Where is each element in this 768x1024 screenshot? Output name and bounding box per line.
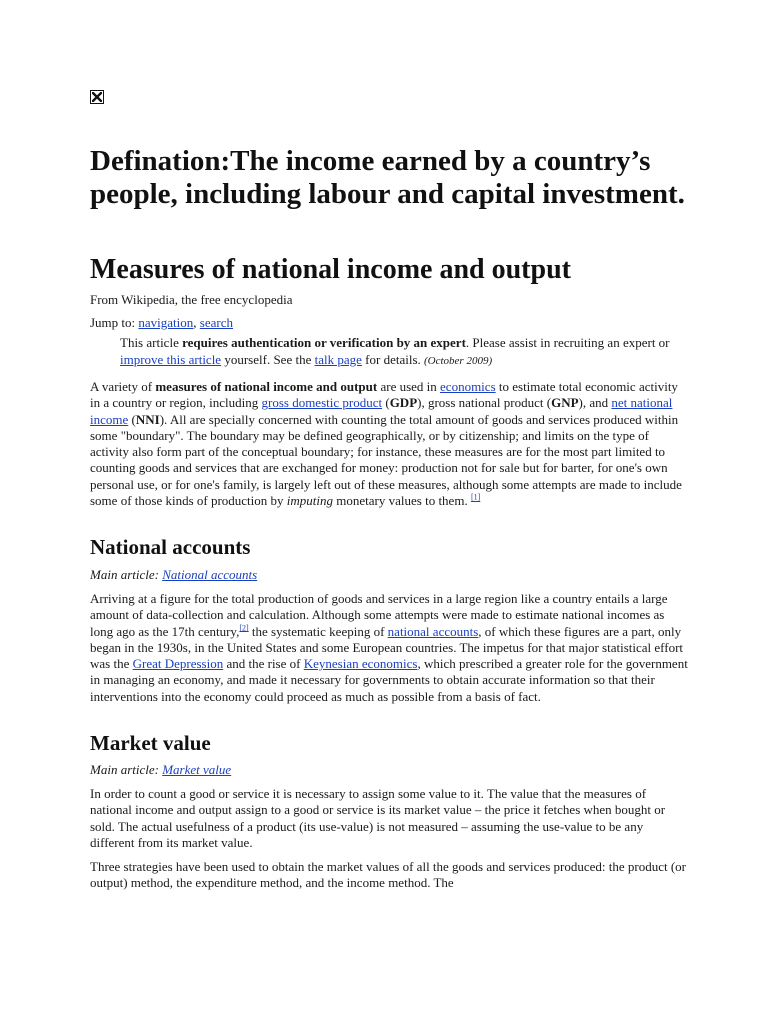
section-heading-national-accounts: National accounts — [90, 535, 251, 559]
notice-text: yourself. See the — [221, 352, 315, 367]
main-article-prefix: Main article: — [90, 762, 163, 777]
broken-image-icon — [90, 90, 104, 104]
section-heading-market-value: Market value — [90, 731, 211, 755]
improve-article-link[interactable]: improve this article — [120, 352, 222, 367]
great-depression-link[interactable]: Great Depression — [132, 656, 224, 672]
national-accounts-paragraph — [90, 591, 690, 705]
jump-prefix: Jump to: — [90, 315, 139, 330]
nni-link[interactable]: net national income — [90, 395, 673, 427]
main-article-note — [90, 567, 257, 583]
economics-link[interactable]: economics — [440, 379, 496, 394]
nni-abbr: NNI — [135, 411, 160, 427]
strategies-paragraph: Three strategies have been used to obtain the market values of all the goods and services produced: the product (or output) method, the expenditure method, and the income method. The — [90, 859, 686, 891]
italic-text: imputing — [286, 493, 334, 509]
text: A variety of — [90, 379, 156, 394]
notice-text: for details. — [361, 352, 424, 367]
main-article-note — [90, 762, 231, 778]
reference-1-link[interactable]: [1] — [470, 492, 481, 502]
gnp-abbr: GNP — [551, 395, 579, 411]
national-accounts-link[interactable]: National accounts — [162, 567, 258, 582]
reference-2-link[interactable]: [2] — [239, 623, 249, 633]
text: ( — [128, 411, 136, 427]
text: monetary values to them. — [333, 493, 471, 509]
text: ( — [382, 395, 390, 411]
jump-search-link[interactable]: search — [199, 315, 233, 330]
definition-heading: Defination:The income earned by a country’s people, including labour and capital investment. — [90, 145, 685, 210]
text: and the rise of — [223, 656, 304, 672]
bold-text: measures of national income and output — [155, 379, 378, 394]
text: ). All are specially concerned with counting the total amount of goods and services produced within some "boundary". The boundary may be defined geographically, or by citizenship; and limits on the type of activity also form part of the conceptual boundary; for instance, these measures are for the most part limited to counting goods and services that are exchanged for money: production not for sale but for barter, for one's own personal use, or for one's family, is largely left out of these measures, although some attempts are made to include some of those kinds of production by — [90, 411, 682, 509]
text: Arriving at a figure for the total production of goods and services in a large region like a country entails a large amount of data-collection and calculation. Although some attempts were made to estimate national incomes as long ago as the 17th century, — [90, 591, 668, 639]
text: are used in — [377, 379, 441, 394]
text: , of which these figures are a part, only began in the 1930s, in the United States and some European countries. The impetus for that major statistical effort was the — [90, 623, 684, 672]
notice-bold: requires authentication or verification by an expert — [182, 335, 466, 350]
text: the systematic keeping of — [248, 623, 388, 639]
text: , which prescribed a greater role for the government in managing an economy, and made it necessary for governments to obtain accurate information so that their interventions into the economy could proceed as much as possible from a basis of fact. — [90, 656, 688, 704]
jump-navigation-link[interactable]: navigation — [138, 315, 194, 330]
text: ), gross national product ( — [417, 395, 552, 411]
notice-date: (October 2009) — [424, 355, 493, 367]
market-value-paragraph: In order to count a good or service it is necessary to assign some value to it. The value that the measures of national income and output assign to a good or service is its market value – the price it fetches when bought or sold. The actual usefulness of a product (its use-value) is not measured – assuming the use-value to be any different from its market value. — [90, 786, 666, 850]
keynesian-economics-link[interactable]: Keynesian economics — [303, 656, 418, 672]
talk-page-link[interactable]: talk page — [314, 352, 362, 367]
jump-sep: , — [193, 315, 200, 330]
site-sub: From Wikipedia, the free encyclopedia — [90, 292, 293, 307]
gdp-link[interactable]: gross domestic product — [261, 395, 383, 411]
national-accounts-inline-link[interactable]: national accounts — [387, 623, 479, 639]
main-article-prefix: Main article: — [90, 567, 163, 582]
jump-to — [90, 315, 233, 331]
page-title: Measures of national income and output — [90, 254, 571, 285]
intro-paragraph — [90, 379, 690, 509]
text: to estimate total economic activity in a country or region, including — [90, 379, 678, 411]
notice-text: . Please assist in recruiting an expert or — [465, 335, 670, 350]
text: ), and — [578, 395, 612, 411]
notice-text: This article — [120, 335, 183, 350]
gdp-abbr: GDP — [389, 395, 418, 411]
expert-notice — [120, 334, 690, 370]
market-value-link[interactable]: Market value — [162, 762, 232, 777]
